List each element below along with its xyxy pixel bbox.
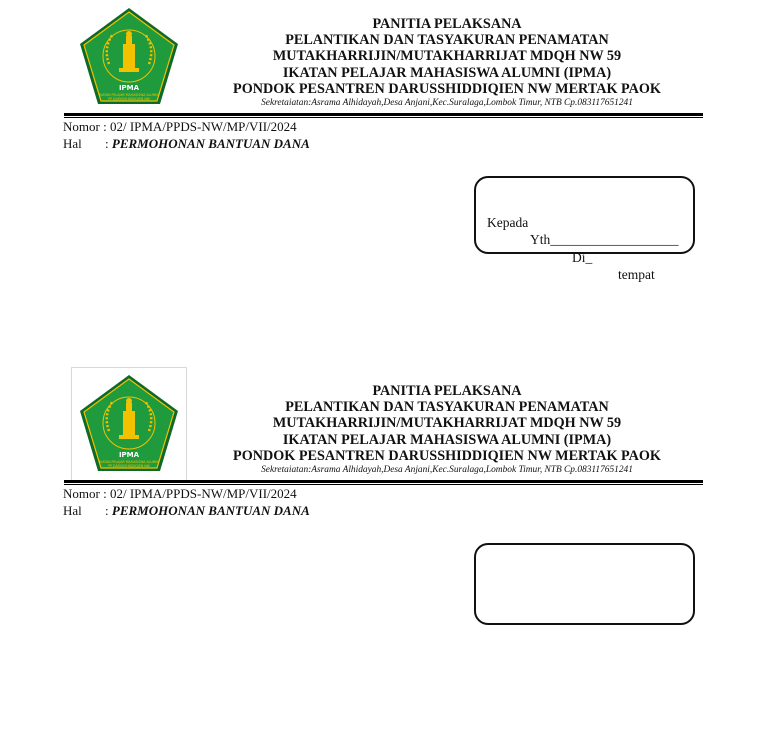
kop-address: Sekretaiatan:Asrama Alhidayah,Desa Anjani,Kec.Suralaga,Lombok Timur, NTB Cp.083117651241 — [261, 98, 633, 109]
nomor-line — [63, 485, 297, 502]
logo-ring-text: IKATAN PELAJAR MAHASISWA ALUMNI — [99, 93, 159, 97]
ipma-logo — [77, 373, 181, 473]
hal-label: Hal — [63, 503, 82, 518]
nomor-value: : 02/ IPMA/PPDS-NW/MP/VII/2024 — [103, 119, 297, 134]
kop-line-5: PONDOK PESANTREN DARUSSHIDDIQIEN NW MERTAK PAOK — [233, 80, 661, 97]
kop-line-4: IKATAN PELAJAR MAHASISWA ALUMNI (IPMA) — [282, 431, 612, 448]
kop-rule-thick — [64, 480, 703, 483]
kop-line-1: PANITIA PELAKSANA — [372, 16, 522, 32]
logo-emblem-text: IPMA — [118, 84, 140, 92]
logo-sub-text: PP DARUSSHIDDIQIEN NW — [108, 464, 150, 468]
kop-line-2: PELANTIKAN DAN TASYAKURAN PENAMATAN — [285, 399, 609, 416]
hal-value: PERMOHONAN BANTUAN DANA — [111, 136, 310, 151]
recipient-yth: Yth___________________ — [530, 232, 679, 247]
kop-line-5: PONDOK PESANTREN DARUSSHIDDIQIEN NW MERTAK PAOK — [233, 447, 661, 464]
nomor-label: Nomor — [63, 119, 100, 134]
hal-line — [63, 502, 310, 519]
recipient-tempat: tempat — [618, 267, 655, 282]
logo-ring-text: IKATAN PELAJAR MAHASISWA ALUMNI — [99, 460, 159, 464]
kop-line-2: PELANTIKAN DAN TASYAKURAN PENAMATAN — [285, 32, 609, 49]
address-box — [474, 543, 695, 625]
nomor-label: Nomor — [63, 486, 100, 501]
hal-separator: : — [105, 503, 109, 518]
nomor-value: : 02/ IPMA/PPDS-NW/MP/VII/2024 — [103, 486, 297, 501]
kop-address: Sekretaiatan:Asrama Alhidayah,Desa Anjani,Kec.Suralaga,Lombok Timur, NTB Cp.083117651241 — [261, 465, 633, 476]
kop-line-3: MUTAKHARRIJIN/MUTAKHARRIJAT MDQH NW 59 — [272, 415, 622, 432]
logo-emblem-text: IPMA — [118, 451, 140, 459]
hal-label: Hal — [63, 136, 82, 151]
logo-sub-text: PP DARUSSHIDDIQIEN NW — [108, 97, 150, 101]
recipient-kepada: Kepada — [487, 215, 529, 230]
hal-value: PERMOHONAN BANTUAN DANA — [111, 503, 310, 518]
kop-line-1: PANITIA PELAKSANA — [372, 383, 522, 399]
hal-separator: : — [105, 136, 109, 151]
recipient-di: Di_ — [572, 250, 593, 265]
kop-line-4: IKATAN PELAJAR MAHASISWA ALUMNI (IPMA) — [282, 64, 612, 81]
letterhead — [232, 383, 662, 477]
kop-line-3: MUTAKHARRIJIN/MUTAKHARRIJAT MDQH NW 59 — [272, 48, 622, 65]
